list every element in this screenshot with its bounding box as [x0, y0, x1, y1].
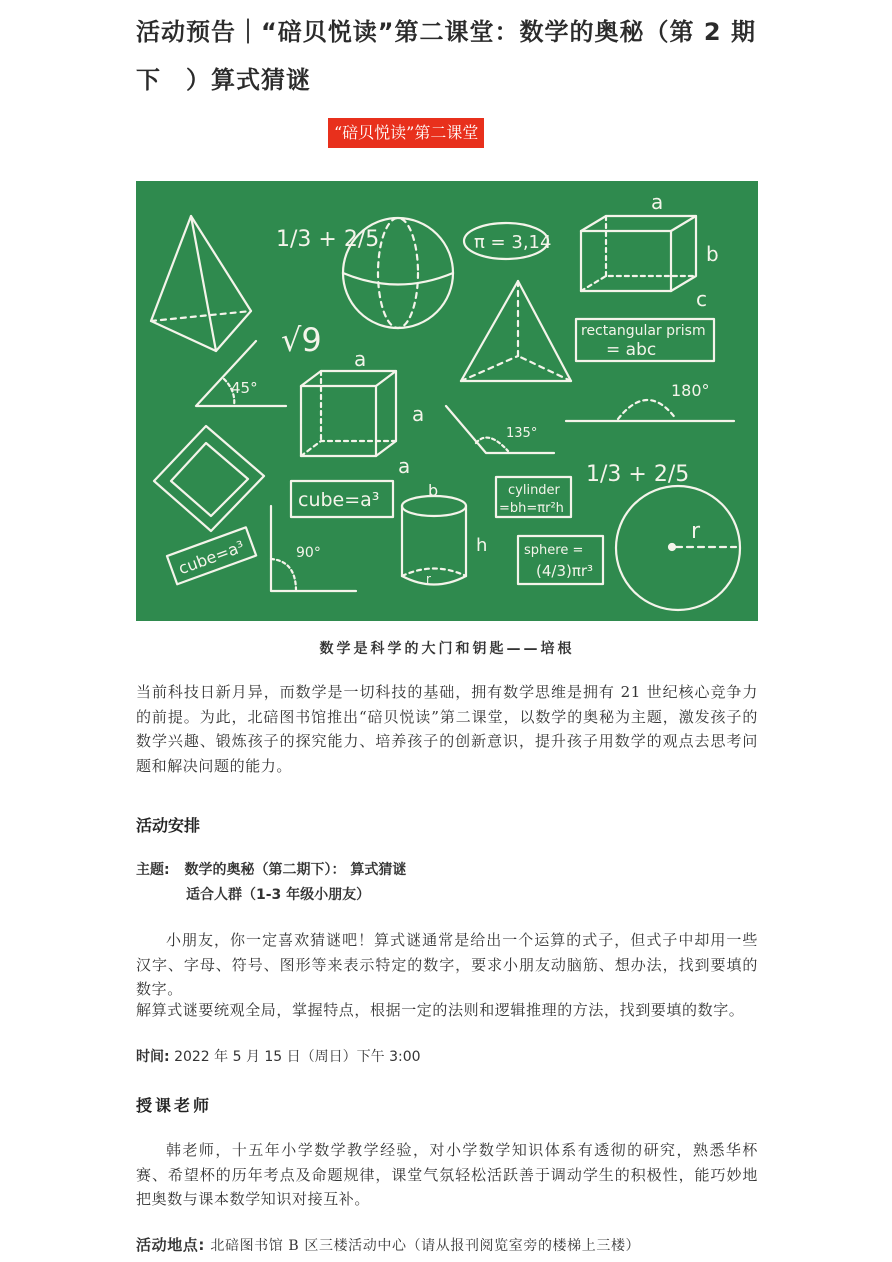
- location-value: 北碚图书馆 B 区三楼活动中心（请从报刊阅览室旁的楼梯上三楼）: [210, 1238, 641, 1254]
- theme-line: [136, 858, 758, 883]
- theme-label: 主题:: [136, 862, 170, 878]
- section-badge: “碚贝悦读”第二课堂: [328, 118, 484, 148]
- chalkboard-drawing: [136, 181, 758, 621]
- description-paragraph: 小朋友，你一定喜欢猜谜吧！算式谜通常是给出一个运算的式子，但式子中却用一些汉字、字母、符号、图形等来表示特定的数字，要求小朋友动脑筋、想办法，找到要填的数字。: [136, 931, 758, 998]
- svg-text:(4/3)πr³: (4/3)πr³: [536, 562, 594, 580]
- svg-text:b: b: [428, 481, 439, 500]
- svg-text:=bh=πr²h: =bh=πr²h: [499, 501, 564, 516]
- sphere-shape: [343, 218, 453, 328]
- svg-text:h: h: [476, 535, 488, 556]
- cylinder-formula: cylinder: [508, 483, 560, 498]
- chalkboard-image: [136, 181, 758, 621]
- svg-text:= abc: = abc: [606, 340, 657, 360]
- circle-shape: [616, 486, 740, 610]
- page-title: 活动预告｜“碚贝悦读”第二课堂：数学的奥秘（第 2 期下 ）算式猜谜: [136, 18, 756, 94]
- svg-text:r: r: [426, 572, 431, 586]
- cube-formula-2: cube=a³: [175, 536, 247, 579]
- svg-text:r: r: [691, 519, 701, 544]
- cube-formula: cube=a³: [298, 489, 380, 511]
- cube-shape-1: [301, 371, 396, 456]
- cylinder-shape: [402, 496, 466, 585]
- pi-formula: π = 3,14: [474, 232, 552, 253]
- method-paragraph: 解算式谜要统观全局，掌握特点，根据一定的法则和逻辑推理的方法，找到要填的数字。: [136, 1001, 745, 1019]
- pyramid-shape: [151, 216, 251, 351]
- svg-text:135°: 135°: [506, 426, 538, 441]
- fraction-formula-2: 1/3 + 2/5: [586, 462, 690, 487]
- sphere-formula: sphere =: [524, 543, 584, 558]
- time-label: 时间:: [136, 1049, 170, 1065]
- svg-text:a: a: [354, 347, 367, 371]
- svg-text:180°: 180°: [671, 381, 710, 400]
- fraction-formula-1: 1/3 + 2/5: [276, 227, 380, 252]
- intro-paragraph: 当前科技日新月异，而数学是一切科技的基础，拥有数学思维是拥有 21 世纪核心竞争力的前提。为此，北碚图书馆推出“碚贝悦读”第二课堂，以数学的奥秘为主题，激发孩子的数学兴趣、锻炼孩子的探究能力、培养孩子的创新意识，提升孩子用数学的观点去思考问题和解决问题的能力。: [136, 683, 758, 775]
- svg-text:a: a: [398, 454, 411, 478]
- svg-text:a: a: [412, 402, 425, 426]
- box-shape-1: [581, 216, 696, 291]
- svg-text:90°: 90°: [296, 545, 321, 561]
- svg-text:b: b: [706, 242, 719, 266]
- teacher-heading: 授课老师: [136, 1096, 213, 1115]
- svg-text:45°: 45°: [231, 379, 258, 397]
- theme-value: 数学的奥秘（第二期下）： 算式猜谜: [184, 862, 407, 878]
- time-line: [136, 1045, 758, 1070]
- tetrahedron-shape: [461, 281, 571, 381]
- time-value: 2022 年 5 月 15 日（周日）下午 3:00: [174, 1049, 421, 1065]
- image-caption: 数学是科学的大门和钥匙——培根: [319, 641, 575, 657]
- audience-line: 适合人群（1-3 年级小朋友）: [186, 887, 371, 903]
- sqrt-formula: √9: [281, 321, 322, 359]
- article: [136, 0, 758, 1254]
- schedule-heading: 活动安排: [136, 816, 201, 835]
- location-line: [136, 1233, 758, 1259]
- location-label: 活动地点:: [136, 1236, 205, 1254]
- cube-shape-2: [154, 426, 264, 531]
- svg-text:c: c: [696, 287, 707, 311]
- prism-formula: rectangular prism: [581, 323, 706, 339]
- teacher-paragraph: 韩老师，十五年小学数学教学经验，对小学数学知识体系有透彻的研究，熟悉华杯赛、希望杯的历年考点及命题规律，课堂气氛轻松活跃善于调动学生的积极性，能巧妙地把奥数与课本数学知识对接互补。: [136, 1141, 758, 1208]
- svg-text:a: a: [651, 190, 664, 214]
